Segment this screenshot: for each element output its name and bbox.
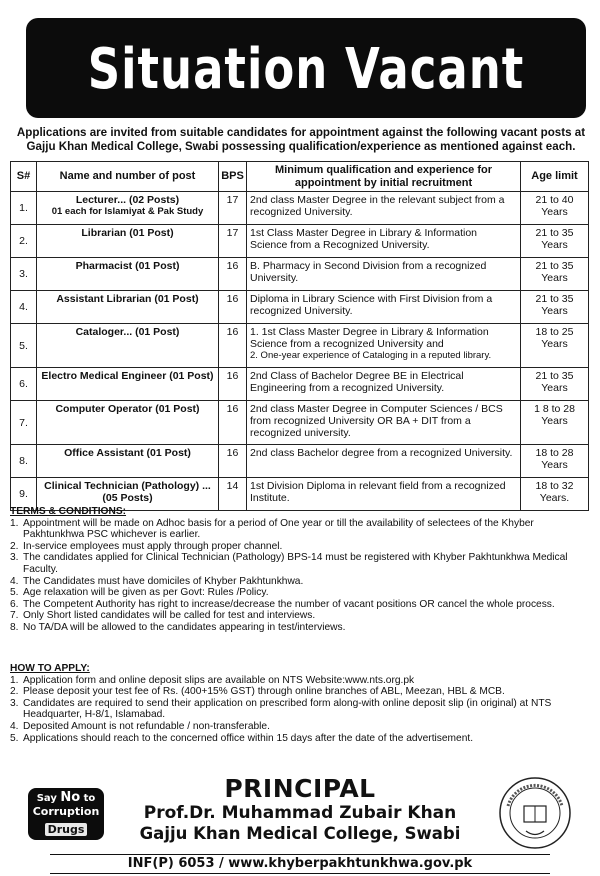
list-item bbox=[10, 610, 590, 622]
page-title: Situation Vacant bbox=[87, 34, 525, 102]
badge-word: to bbox=[83, 793, 96, 804]
item-number: 5. bbox=[10, 587, 19, 599]
post-name: Librarian (01 Post) bbox=[37, 225, 219, 258]
bps-cell: 17 bbox=[219, 225, 247, 258]
column-header: Name and number of post bbox=[37, 162, 219, 192]
post-name: Lecturer... (02 Posts) bbox=[75, 194, 180, 206]
item-number: 1. bbox=[10, 674, 19, 686]
age-limit-cell: 18 to 25 Years bbox=[521, 324, 589, 368]
table-row bbox=[11, 258, 589, 291]
row-number: 5. bbox=[11, 324, 37, 368]
terms-title: TERMS & CONDITIONS: bbox=[10, 506, 127, 517]
table-row bbox=[11, 324, 589, 368]
age-limit-cell: 1 8 to 28 Years bbox=[521, 401, 589, 445]
list-item bbox=[10, 599, 590, 611]
item-number: 2. bbox=[10, 686, 19, 698]
column-header: BPS bbox=[219, 162, 247, 192]
item-number: 3. bbox=[10, 552, 19, 564]
qualification-cell bbox=[247, 324, 521, 368]
badge-line bbox=[28, 792, 104, 805]
qualification-line: 1. 1st Class Master Degree in Library & Information Science from a recognized University and bbox=[250, 326, 489, 350]
post-name: Pharmacist (01 Post) bbox=[37, 258, 219, 291]
how-to-apply-list bbox=[10, 675, 590, 745]
reference-footer: INF(P) 6053 / www.khyberpakhtunkhwa.gov.pk bbox=[50, 854, 550, 874]
item-number: 8. bbox=[10, 621, 19, 633]
post-name: Assistant Librarian (01 Post) bbox=[37, 291, 219, 324]
bps-cell: 16 bbox=[219, 258, 247, 291]
item-text: Please deposit your test fee of Rs. (400+15% GST) through online branches of ABL, Meezan, HBL & MCB. bbox=[23, 686, 505, 698]
column-header: Age limit bbox=[521, 162, 589, 192]
bps-cell: 16 bbox=[219, 324, 247, 368]
qualification-cell: 2nd class Master Degree in the relevant subject from a recognized University. bbox=[247, 192, 521, 225]
row-number: 9. bbox=[11, 478, 37, 511]
item-text: Deposited Amount is not refundable / non-transferable. bbox=[23, 720, 270, 732]
item-number: 1. bbox=[10, 517, 19, 529]
item-text: No TA/DA will be allowed to the candidates appearing in test/interviews. bbox=[23, 621, 346, 633]
age-limit-cell: 21 to 40 Years bbox=[521, 192, 589, 225]
item-number: 5. bbox=[10, 732, 19, 744]
bps-cell: 16 bbox=[219, 445, 247, 478]
list-item bbox=[10, 587, 590, 599]
badge-word: Say bbox=[36, 793, 57, 804]
item-number: 3. bbox=[10, 697, 19, 709]
row-number: 8. bbox=[11, 445, 37, 478]
item-text: The Competent Authority has right to increase/decrease the number of vacant positions OR cancel the whole process. bbox=[23, 598, 555, 610]
qualification-line: 2. One-year experience of Cataloging in a reputed library. bbox=[250, 350, 492, 361]
vacancies-table bbox=[10, 161, 589, 511]
bps-cell: 16 bbox=[219, 401, 247, 445]
table-row bbox=[11, 225, 589, 258]
qualification-cell: 2nd class Master Degree in Computer Sciences / BCS from recognized University OR BA + DIT from a recognized university. bbox=[247, 401, 521, 445]
list-item bbox=[10, 622, 590, 634]
list-item bbox=[10, 576, 590, 588]
item-number: 6. bbox=[10, 598, 19, 610]
item-number: 2. bbox=[10, 540, 19, 552]
item-text: The Candidates must have domiciles of Khyber Pakhtunkhwa. bbox=[23, 575, 304, 587]
post-name: Computer Operator (01 Post) bbox=[37, 401, 219, 445]
list-item bbox=[10, 552, 590, 575]
row-number: 4. bbox=[11, 291, 37, 324]
column-header: Minimum qualification and experience for appointment by initial recruitment bbox=[247, 162, 521, 192]
age-limit-cell: 21 to 35 Years bbox=[521, 225, 589, 258]
table-row bbox=[11, 401, 589, 445]
item-text: Applications should reach to the concerned office within 15 days after the date of the advertisement. bbox=[23, 732, 474, 744]
item-text: Age relaxation will be given as per Govt: Rules /Policy. bbox=[23, 587, 269, 599]
intro-paragraph: Applications are invited from suitable candidates for appointment against the following vacant posts at Gajju Khan Medical College, Swabi possessing qualification/experience as mentioned against each. bbox=[16, 126, 586, 153]
college-name: Gajju Khan Medical College, Swabi bbox=[139, 824, 461, 843]
qualification-cell: 1st Class Master Degree in Library & Information Science from a Recognized University. bbox=[247, 225, 521, 258]
qualification-cell: 2nd class Bachelor degree from a recognized University. bbox=[247, 445, 521, 478]
say-no-to-corruption-badge bbox=[28, 788, 104, 840]
badge-line: Drugs bbox=[45, 823, 88, 836]
post-name: Clinical Technician (Pathology) ...(05 Posts) bbox=[37, 478, 219, 511]
column-header: S# bbox=[11, 162, 37, 192]
table-row bbox=[11, 192, 589, 225]
item-text: Appointment will be made on Adhoc basis for a period of One year or till the availability of selectees of the Khyber Pakhtunkhwa PSC whichever is earlier. bbox=[23, 517, 534, 541]
table-row bbox=[11, 368, 589, 401]
bps-cell: 17 bbox=[219, 192, 247, 225]
list-item bbox=[10, 518, 590, 541]
badge-line: Corruption bbox=[32, 805, 100, 818]
list-item bbox=[10, 721, 590, 733]
table-row bbox=[11, 445, 589, 478]
post-name: Electro Medical Engineer (01 Post) bbox=[37, 368, 219, 401]
qualification-cell: 1st Division Diploma in relevant field from a recognized Institute. bbox=[247, 478, 521, 511]
table-row bbox=[11, 291, 589, 324]
terms-section bbox=[10, 506, 590, 634]
post-name: Cataloger... (01 Post) bbox=[37, 324, 219, 368]
college-seal-icon bbox=[498, 776, 572, 850]
item-text: Application form and online deposit slips are available on NTS Website:www.nts.org.pk bbox=[23, 674, 415, 686]
qualification-cell: Diploma in Library Science with First Division from a recognized University. bbox=[247, 291, 521, 324]
age-limit-cell: 18 to 32 Years. bbox=[521, 478, 589, 511]
principal-name: Prof.Dr. Muhammad Zubair Khan bbox=[143, 803, 457, 823]
list-item bbox=[10, 698, 590, 721]
row-number: 7. bbox=[11, 401, 37, 445]
list-item bbox=[10, 686, 590, 698]
list-item bbox=[10, 541, 590, 553]
item-text: Candidates are required to send their application on prescribed form along-with online deposit slip (in original) at NTS Headquarter, H-8/1, Islamabad. bbox=[23, 697, 552, 721]
bps-cell: 16 bbox=[219, 291, 247, 324]
bps-cell: 14 bbox=[219, 478, 247, 511]
age-limit-cell: 18 to 28 Years bbox=[521, 445, 589, 478]
row-number: 2. bbox=[11, 225, 37, 258]
list-item bbox=[10, 733, 590, 745]
list-item bbox=[10, 675, 590, 687]
age-limit-cell: 21 to 35 Years bbox=[521, 258, 589, 291]
title-banner bbox=[26, 18, 586, 118]
row-number: 6. bbox=[11, 368, 37, 401]
item-text: In-service employees must apply through proper channel. bbox=[23, 540, 283, 552]
post-note: 01 each for Islamiyat & Pak Study bbox=[51, 206, 204, 217]
how-to-apply-section bbox=[10, 663, 590, 744]
age-limit-cell: 21 to 35 Years bbox=[521, 368, 589, 401]
principal-title: PRINCIPAL bbox=[224, 774, 376, 803]
item-text: Only Short listed candidates will be called for test and interviews. bbox=[23, 610, 316, 622]
item-number: 4. bbox=[10, 720, 19, 732]
badge-word: No bbox=[60, 790, 81, 805]
row-number: 1. bbox=[11, 192, 37, 225]
qualification-cell: B. Pharmacy in Second Division from a recognized University. bbox=[247, 258, 521, 291]
item-number: 7. bbox=[10, 610, 19, 622]
signatory-block bbox=[110, 775, 490, 844]
row-number: 3. bbox=[11, 258, 37, 291]
age-limit-cell: 21 to 35 Years bbox=[521, 291, 589, 324]
how-to-apply-title: HOW TO APPLY: bbox=[10, 663, 90, 674]
item-text: The candidates applied for Clinical Technician (Pathology) BPS-14 must be registered with Khyber Pakhtunkhwa Medical Faculty. bbox=[23, 552, 568, 575]
qualification-cell: 2nd Class of Bachelor Degree BE in Electrical Engineering from a recognized University. bbox=[247, 368, 521, 401]
terms-list bbox=[10, 518, 590, 634]
post-name: Office Assistant (01 Post) bbox=[37, 445, 219, 478]
item-number: 4. bbox=[10, 575, 19, 587]
table-header-row bbox=[11, 162, 589, 192]
post-cell bbox=[37, 192, 219, 225]
bps-cell: 16 bbox=[219, 368, 247, 401]
